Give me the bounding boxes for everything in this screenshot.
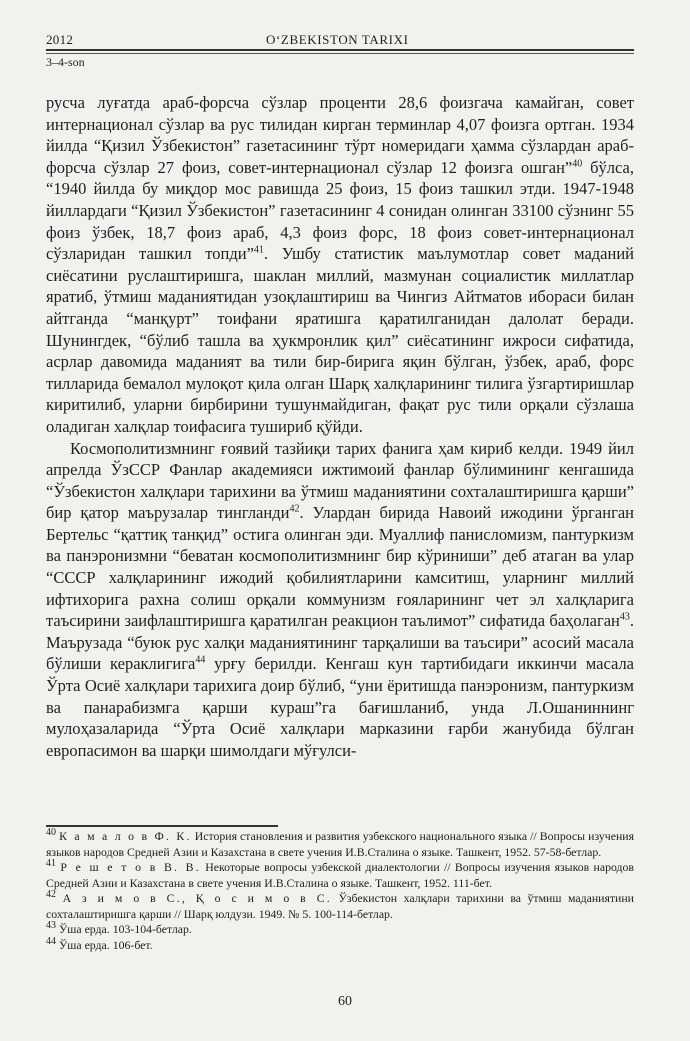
footnote-ref-42: 42	[289, 503, 300, 515]
footnote-number: 42	[46, 889, 56, 901]
header-rule-thick	[46, 49, 634, 51]
footnote-number: 44	[46, 935, 56, 947]
header-journal-title: O‘ZBEKISTON TARIXI	[266, 32, 409, 47]
p1-text-3: . Ушбу статистик маълумотлар совет маданий сиёсатини руслаштиришга, шаклан миллий, мазмунан социалистик миллатлар яратиб, ўтмиш маданиятидан узоқлаштириш ва Чингиз Айтматов ибораси билан айтганда “манқурт” тоифани яратишга қаратилганидан далолат беради. Шунингдек, “бўлиб ташла ва ҳукмронлик қил” сиёсатининг ижроси сифатида, асрлар давомида маданият ва тили бир-бирига яқин бўлган, ўзбек, араб, форс тилларида бемалол мулоқот қила олган Шарқ халқларининг тилига ўзгартиришлар киритилиб, уларни бирбирини тушунмайдиган, фақат рус тили орқали сўзлаша оладиган халқлар тоифасига тушириб қўйди.	[46, 244, 634, 436]
footnote-text: Ўша ерда. 103-104-бетлар.	[58, 922, 192, 936]
paragraph-1	[46, 92, 634, 438]
footnote-author: А з и м о в С., Қ о с и м о в С.	[62, 891, 332, 905]
footnote-ref-44: 44	[195, 654, 206, 666]
footnote-ref-41: 41	[253, 244, 264, 256]
footnote-ref-43: 43	[619, 611, 630, 623]
header-rule-thin	[46, 53, 634, 54]
p1-text-1: русча луғатда араб-форсча сўзлар проценти 28,6 фоизгача камайган, совет интернационал сўзлар ва рус тилидан кирган терминлар 4,07 фоизга ортган. 1934 йилда “Қизил Ўзбекистон” газетасининг тўрт номеридаги ҳамма сўзлардан араб-форсча сўзлар 27 фоиз, совет-интернационал сўзлар 12 фоизга ошган”	[46, 93, 634, 177]
footnote-text: Ўзбекистон халқлари тарихини ва ўтмиш маданиятини сохталаштиришга қарши // Шарқ юлдузи. 1949. № 5. 100-114-бетлар.	[46, 891, 635, 921]
footnote-44	[46, 935, 634, 954]
p2-text-1: Космополитизмнинг ғоявий тазйиқи тарих фанига ҳам кириб келди. 1949 йил апрелда ЎзССР Фанлар академияси ижтимоий фанлар бўлимининг кенгашида “Ўзбекистон халқлари тарихини ва ўтмиш маданиятини сохталаштиришга қарши” бир қатор маърузалар тингланди	[46, 438, 634, 523]
footnote-40	[46, 829, 634, 860]
footnote-author: К а м а л о в Ф. К.	[59, 829, 192, 843]
footnote-43	[46, 922, 634, 938]
footnote-ref-40: 40	[572, 158, 583, 170]
running-header	[46, 30, 634, 70]
page-number: 60	[338, 994, 352, 1009]
footnote-number: 43	[46, 920, 56, 932]
p2-text-3: . Маърузада “буюк рус халқи маданиятининг тарқалиши ва таъсири” асосий масала бўлиши кераклигига	[46, 611, 634, 674]
p1-text-2: бўлса, “1940 йилда бу миқдор мос равишда 25 фоиз, 15 фоиз ташкил этди. 1947-1948 йиллардаги “Қизил Ўзбекистон” газетасининг 4 сонидан олинган 33100 сўзнинг 55 фоиз ўзбек, 18,7 фоиз араб, 4,3 фоиз форс, 18 фоиз совет-интернационал сўзларидан ташкил топди”	[46, 157, 634, 264]
footnote-number: 40	[46, 827, 56, 839]
footnotes	[46, 829, 634, 953]
footnote-number: 41	[46, 858, 56, 870]
footnote-text: Некоторые вопросы узбекской диалектологии // Вопросы изучения языков народов Средней Азии и Казахстана в свете учения И.В.Сталина о языке. Ташкент, 1952. 111-бет.	[46, 860, 634, 890]
footnote-text: История становления и развития узбекского национального языка // Вопросы изучения языков народов Средней Азии и Казахстана в свете учения И.В.Сталина о языке. Ташкент, 1952. 57-58-бетлар.	[46, 829, 634, 859]
footnote-41	[46, 860, 634, 891]
footnote-text: Ўша ерда. 106-бет.	[58, 937, 153, 952]
footnote-42	[46, 891, 634, 922]
header-issue: 3–4-son	[46, 55, 85, 69]
p2-text-2: . Улардан бирида Навоий ижодини ўрганган Бертельс “қаттиқ танқид” остига олинган эди. Муаллиф панисломизм, пантуркизм ва панэронизмни “беватан космополитизмнинг бир кўриниши” деб атаган ва улар “СССР халқларининг ижодий қобилиятларини камситиш, уларнинг миллий ифтихорига рахна солиш орқали коммунизм ғояларининг чет эл халқларига таъсирини заифлаштиришга қаратилган реакцион таълимот” сифатида баҳолаган	[46, 503, 634, 631]
paragraph-2	[46, 438, 634, 762]
header-year: 2012	[46, 32, 74, 47]
p2-text-4: урғу берилди. Кенгаш кун тартибидаги иккинчи масала Ўрта Осиё халқлари тарихига доир бўлиб, “уни ёритишда панэронизм, пантуркизм ва панарабизмга қарши кураш”га бағишланиб, унда Л.Ошаниннинг мулоҳазаларида “Ўрта Осиё халқлари марказини ғарби жанубида бўлган европасимон ва шарқи шимолдаги мўғулси-	[46, 654, 634, 760]
footnote-author: Р е ш е т о в В. В.	[60, 860, 201, 874]
footnote-separator	[46, 825, 278, 827]
main-text	[46, 92, 634, 761]
